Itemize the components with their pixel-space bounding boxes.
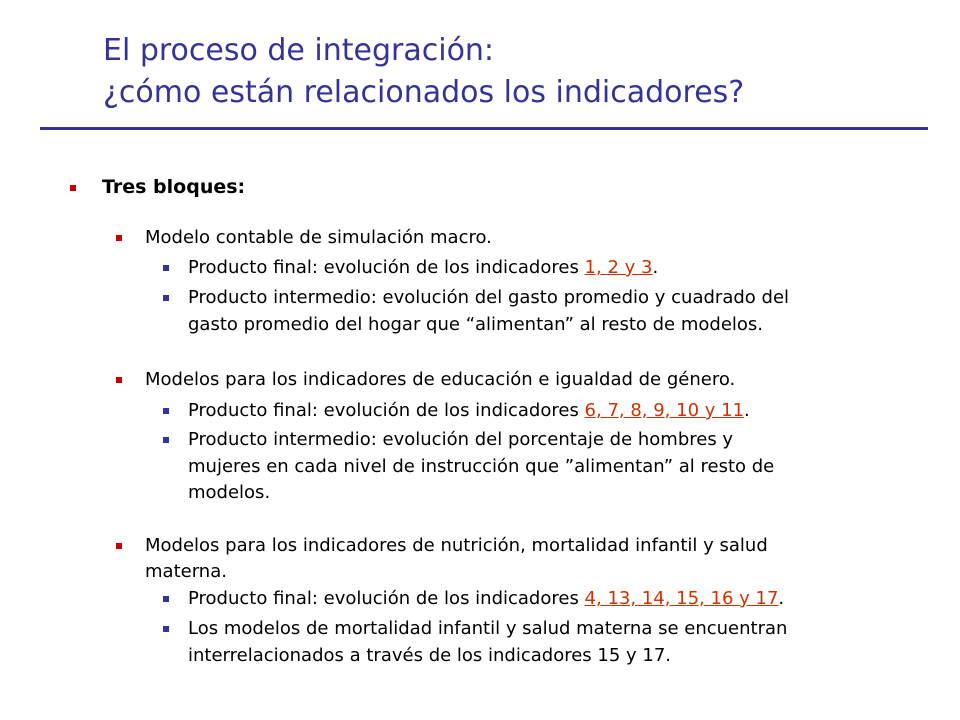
- block2-text: Modelos para los indicadores de educación e igualdad de género.: [145, 369, 736, 390]
- bullet-square-icon: [163, 437, 169, 443]
- block3-models-line1: Los modelos de mortalidad infantil y salud materna se encuentran: [188, 618, 788, 639]
- block2-final-product: [188, 399, 750, 423]
- bullet-square-icon: [163, 295, 169, 301]
- block2-intermediate-line3: modelos.: [188, 482, 271, 503]
- title-line-1: El proceso de integración:: [103, 33, 495, 68]
- block3-text-line2: materna.: [145, 561, 227, 582]
- block2-intermediate-line1: Producto intermedio: evolución del porcentaje de hombres y: [188, 429, 734, 450]
- block2-final-period: .: [744, 400, 750, 421]
- block1-final-label: Producto final: evolución de los indicadores: [188, 257, 585, 278]
- block1-text: Modelo contable de simulación macro.: [145, 227, 492, 248]
- block2-final-label: Producto final: evolución de los indicadores: [188, 400, 585, 421]
- bullet-square-icon: [163, 408, 169, 414]
- block2-intermediate-line2: mujeres en cada nivel de instrucción que ”alimentan” al resto de: [188, 456, 775, 477]
- block3-models-line2: interrelacionados a través de los indicadores 15 y 17.: [188, 645, 672, 666]
- block1-intermediate-line1: Producto intermedio: evolución del gasto promedio y cuadrado del: [188, 287, 790, 308]
- block2-indicators-link[interactable]: 6, 7, 8, 9, 10 y 11: [584, 400, 745, 421]
- block3-final-period: .: [778, 588, 785, 609]
- title-line-2: ¿cómo están relacionados los indicadores?: [103, 75, 745, 110]
- bullet-square-icon: [163, 596, 169, 602]
- block3-final-label: Producto final: evolución de los indicadores: [188, 588, 585, 609]
- bullet-square-icon: [163, 265, 169, 271]
- block3-final-product: [188, 587, 784, 611]
- block1-indicators-link[interactable]: 1, 2 y 3: [584, 257, 653, 278]
- bullet-square-icon: [163, 626, 169, 632]
- slide-title: [103, 30, 744, 114]
- block1-final-product: [188, 256, 658, 280]
- block3-indicators-link[interactable]: 4, 13, 14, 15, 16 y 17: [584, 588, 779, 609]
- bullet-square-icon: [70, 185, 76, 191]
- block1-intermediate-line2: gasto promedio del hogar que “alimentan” al resto de modelos.: [188, 314, 764, 335]
- section-heading: Tres bloques:: [102, 176, 246, 198]
- block1-final-period: .: [652, 257, 659, 278]
- title-divider: [40, 127, 928, 130]
- bullet-square-icon: [116, 377, 122, 383]
- block3-text-line1: Modelos para los indicadores de nutrición, mortalidad infantil y salud: [145, 535, 768, 556]
- bullet-square-icon: [116, 235, 122, 241]
- bullet-square-icon: [116, 543, 122, 549]
